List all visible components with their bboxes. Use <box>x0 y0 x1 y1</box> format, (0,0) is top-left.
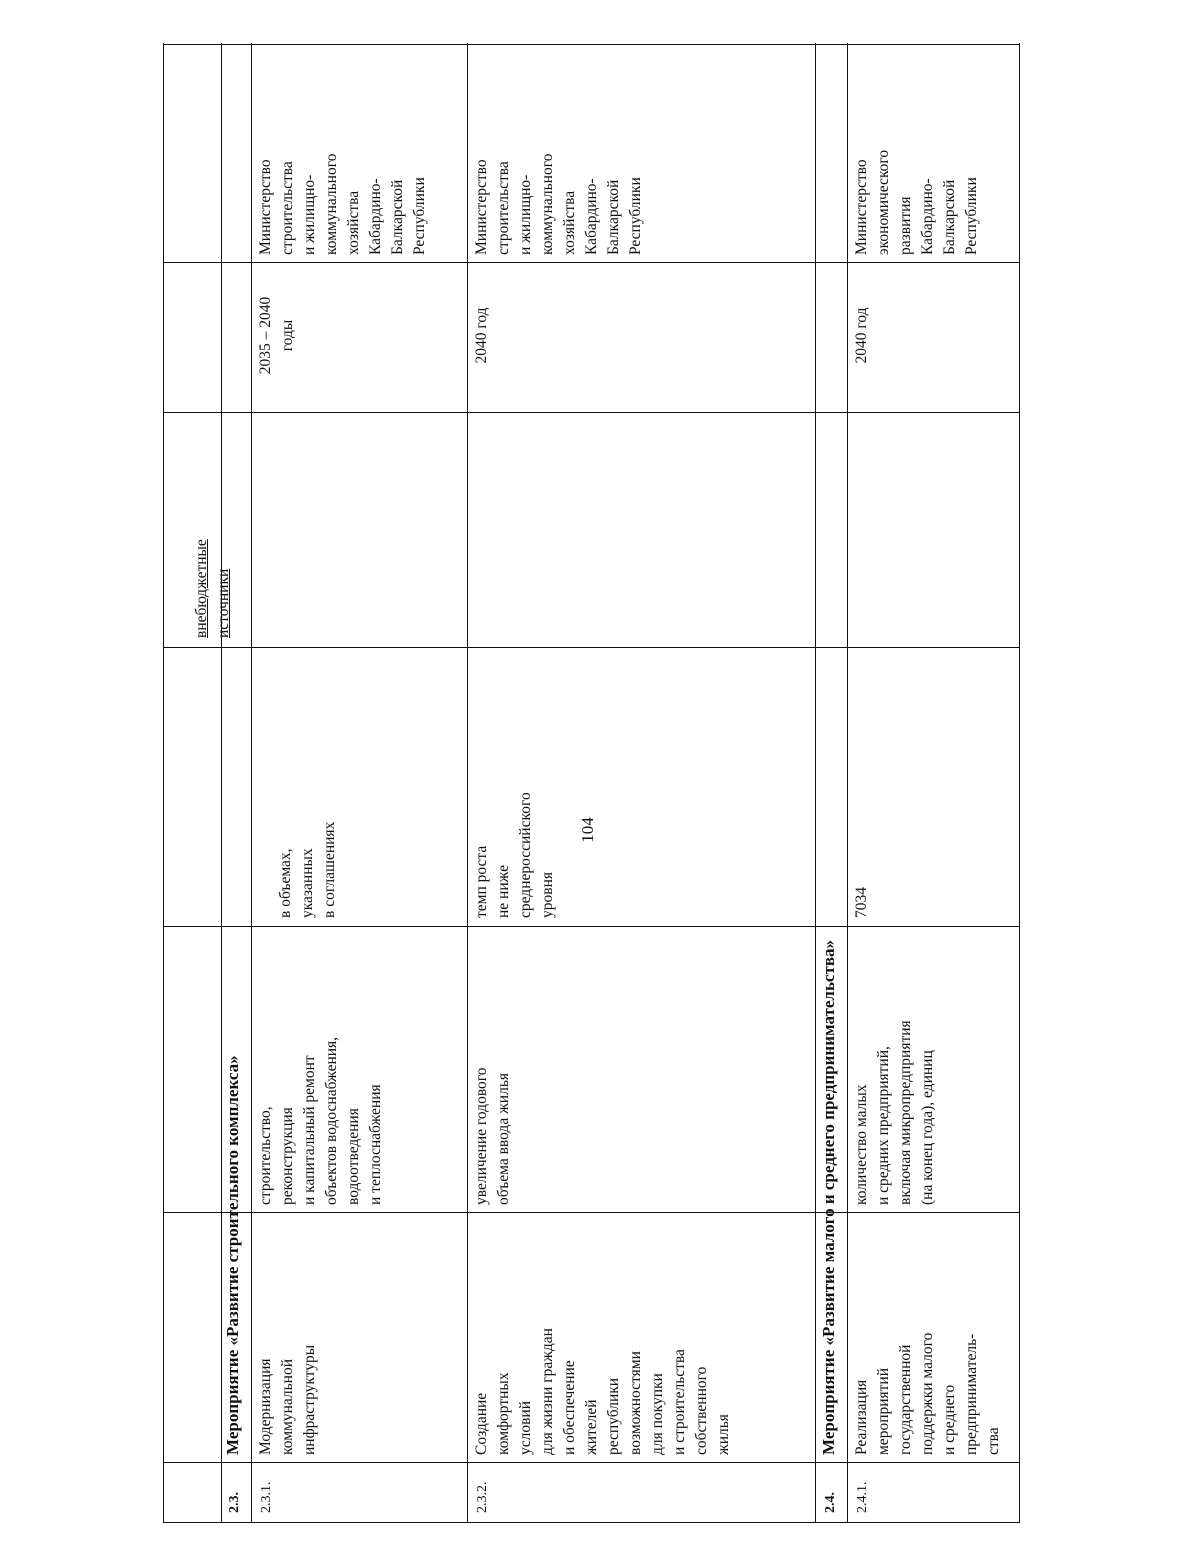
row-number: 2.4.1. <box>855 1481 870 1513</box>
column-rule <box>163 44 1019 45</box>
section-title: Мероприятие «Развитие строительного комплекса» <box>223 1055 242 1455</box>
table-rule <box>163 43 164 1523</box>
table-rule <box>467 43 468 1523</box>
page-number: 104 <box>578 817 597 843</box>
row-number: 2.3.2. <box>475 1481 490 1513</box>
row-period: 2040 год <box>853 307 870 364</box>
row-executor: Министерство строительства и жилищно- коммунального хозяйства Кабардино- Балкарской Республики <box>257 153 428 255</box>
row-value: в объемах, указанных в соглашениях <box>277 821 338 918</box>
column-rule <box>163 647 1019 648</box>
row-indicator: количество малых и средних предприятий, включая микропредприятия (на конец года), единиц <box>853 1020 936 1205</box>
rotated-table <box>163 43 1023 1523</box>
table-rule <box>1019 43 1020 1523</box>
row-executor: Министерство экономического развития Кабардино- Балкарской Республики <box>853 149 980 255</box>
section-number: 2.3. <box>227 1492 242 1513</box>
row-value: темп роста не ниже среднероссийского уровня <box>473 792 556 918</box>
row-indicator: увеличение годового объема ввода жилья <box>473 1067 512 1205</box>
column-rule <box>163 262 1019 263</box>
table-rule <box>815 43 816 1523</box>
column-rule <box>163 1212 1019 1213</box>
table-rule <box>221 43 222 1523</box>
section-number: 2.4. <box>823 1492 838 1513</box>
row-period: 2035 – 2040 годы <box>257 296 296 375</box>
table-rule <box>251 43 252 1523</box>
row-indicator: строительство, реконструкция и капитальный ремонт объектов водоснабжения, водоотведения и теплоснабжения <box>257 1036 384 1205</box>
column-rule <box>163 1522 1019 1523</box>
row-number: 2.3.1. <box>259 1481 274 1513</box>
row-measure: Создание комфортных условий для жизни граждан и обеспечение жителей республики возможностями для покупки и строительства собственного жилья <box>473 1328 732 1455</box>
column-rule <box>163 412 1019 413</box>
table-rule <box>847 43 848 1523</box>
column-rule <box>163 1462 1019 1463</box>
row-measure: Модернизация коммунальной инфраструктуры <box>257 1344 318 1455</box>
header-funding-source: внебюджетные источники <box>193 539 232 638</box>
column-rule <box>163 926 1019 927</box>
section-title: Мероприятие «Развитие малого и среднего предпринимательства» <box>819 939 838 1455</box>
row-executor: Министерство строительства и жилищно- коммунального хозяйства Кабардино- Балкарской Республики <box>473 153 644 255</box>
row-period: 2040 год <box>473 307 490 364</box>
row-measure: Реализация мероприятий государственной поддержки малого и среднего предприниматель- ства <box>853 1332 1002 1455</box>
row-value: 7034 <box>853 887 870 918</box>
